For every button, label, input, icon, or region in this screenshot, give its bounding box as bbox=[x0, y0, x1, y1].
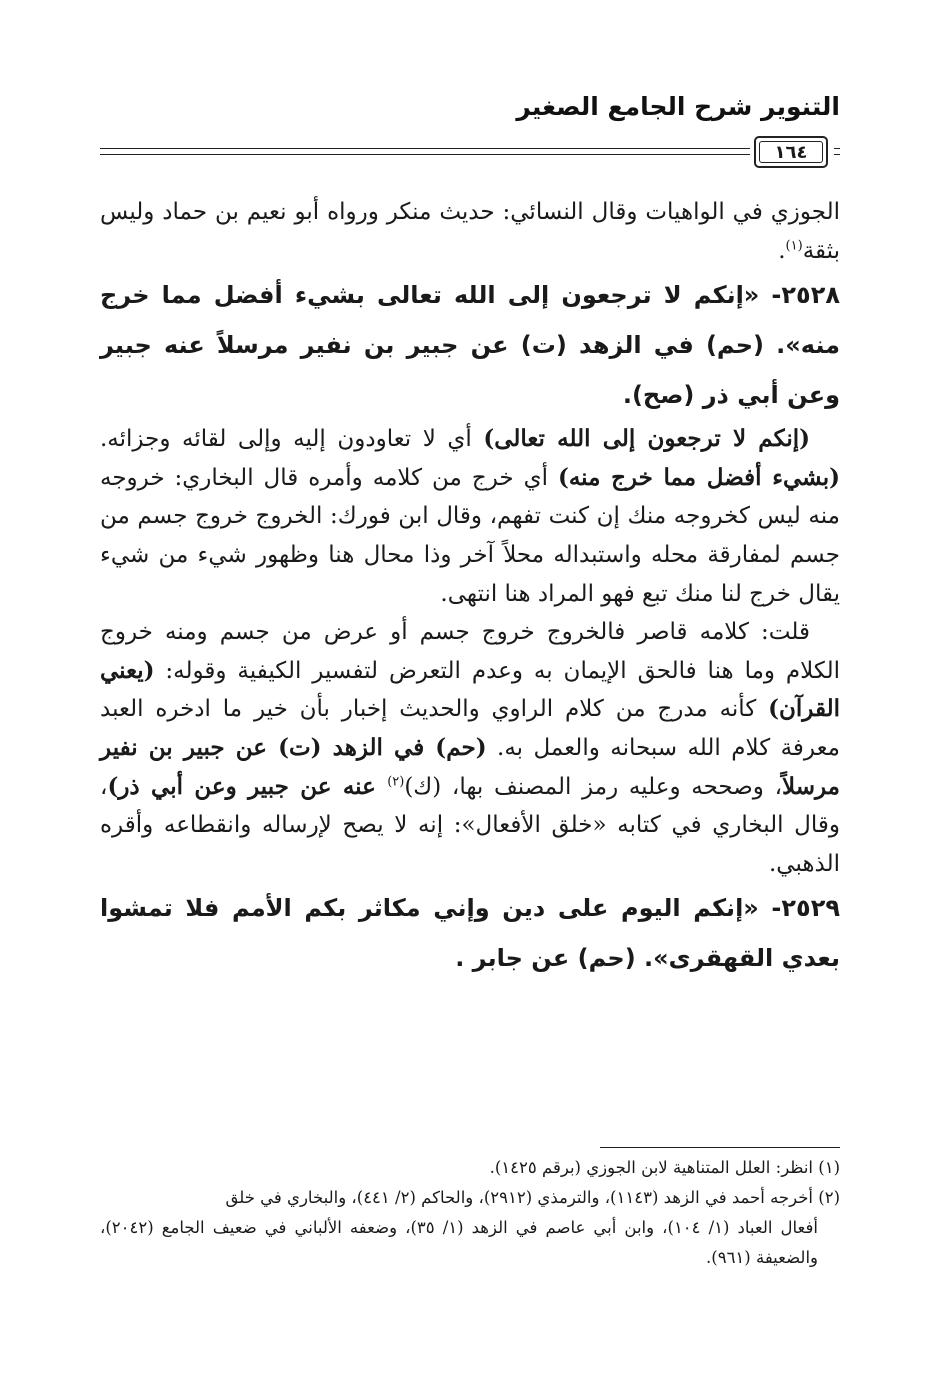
footnote-1: (١) انظر: العلل المتناهية لابن الجوزي (برقم ١٤٢٥). bbox=[489, 1158, 840, 1177]
commentary-text: ، وقال البخاري في كتابه «خلق الأفعال»: إنه لا يصح لإرساله وانقطاعه وأقره الذهبي. bbox=[100, 773, 840, 877]
source-citation: (حم) في الزهد (ت) عن جبير بن نفير مرسلاً bbox=[100, 733, 841, 800]
commentary-2528 bbox=[100, 420, 840, 613]
header-double-rule bbox=[100, 148, 750, 155]
commentary-text: أي لا تعاودون إليه وإلى لقائه وجزائه. bbox=[100, 426, 484, 453]
footnote-2: (٢) أخرجه أحمد في الزهد (١١٤٣)، والترمذي (٢٩١٢)، والحاكم (٢/ ٤٤١)، والبخاري في خلق bbox=[225, 1188, 840, 1207]
hadith-2528: ٢٥٢٨- «إنكم لا ترجعون إلى الله تعالى بشيء أفضل مما خرج منه». (حم) في الزهد (ت) عن جبير بن نفير مرسلاً عنه جبير وعن أبي ذر (صح). bbox=[100, 281, 840, 410]
commentary-critique bbox=[100, 613, 840, 883]
commentary-text: ، وصححه وعليه رمز المصنف بها، (ك) bbox=[404, 773, 782, 800]
commentary-text: قلت: كلامه قاصر فالخروج خروج جسم أو عرض من جسم ومنه خروج الكلام وما هنا فالحق الإيمان به وعدم التعرض لتفسير الكيفية وقوله: bbox=[100, 619, 840, 684]
running-title: التنوير شرح الجامع الصغير bbox=[516, 92, 840, 121]
source-citation: عنه عن جبير وعن أبي ذر) bbox=[107, 772, 388, 800]
page-number: ١٦٤ bbox=[774, 141, 808, 163]
quoted-phrase: (يعني القرآن) bbox=[100, 656, 840, 723]
header-rule bbox=[100, 136, 840, 166]
footnotes bbox=[100, 1153, 840, 1273]
footnote-ref-1: (١) bbox=[785, 237, 803, 253]
paragraph-end: . bbox=[778, 237, 786, 264]
paragraph-text: الجوزي في الواهيات وقال النسائي: حديث منكر ورواه أبو نعيم بن حماد وليس بثقة bbox=[100, 199, 840, 264]
commentary-text: كأنه مدرج من كلام الراوي والحديث إخبار بأن خير ما ادخره العبد معرفة كلام الله سبحانه والعمل به. bbox=[100, 696, 841, 761]
footnote-ref-2: (٢) bbox=[387, 773, 405, 789]
header-rule-tail bbox=[834, 148, 840, 155]
paragraph-continuation bbox=[100, 193, 840, 270]
quoted-phrase: (بشيء أفضل مما خرج منه) bbox=[557, 463, 840, 491]
footnote-separator bbox=[600, 1147, 840, 1148]
page-number-frame bbox=[754, 136, 828, 168]
quoted-phrase: (إنكم لا ترجعون إلى الله تعالى) bbox=[483, 425, 810, 453]
commentary-text: أي خرج من كلامه وأمره قال البخاري: خروجه منه ليس كخروجه منك إن كنت تفهم، وقال ابن فورك: الخروج خروج جسم من جسم لمفارقة محله واستبداله محلاً آخر وذا محال هنا وظهور شيء من شيء يقال خرج لنا منك تبع فهو المراد هنا انتهى. bbox=[100, 464, 840, 607]
main-text bbox=[100, 193, 840, 983]
hadith-2529: ٢٥٢٩- «إنكم اليوم على دين وإني مكاثر بكم الأمم فلا تمشوا بعدي القهقرى». (حم) عن جابر . bbox=[100, 894, 840, 973]
footnote-2-continued: أفعال العباد (١/ ١٠٤)، وابن أبي عاصم في الزهد (١/ ٣٥)، وضعفه الألباني في ضعيف الجامع (٢٠٤٢)، والضعيفة (٩٦١). bbox=[100, 1218, 818, 1267]
